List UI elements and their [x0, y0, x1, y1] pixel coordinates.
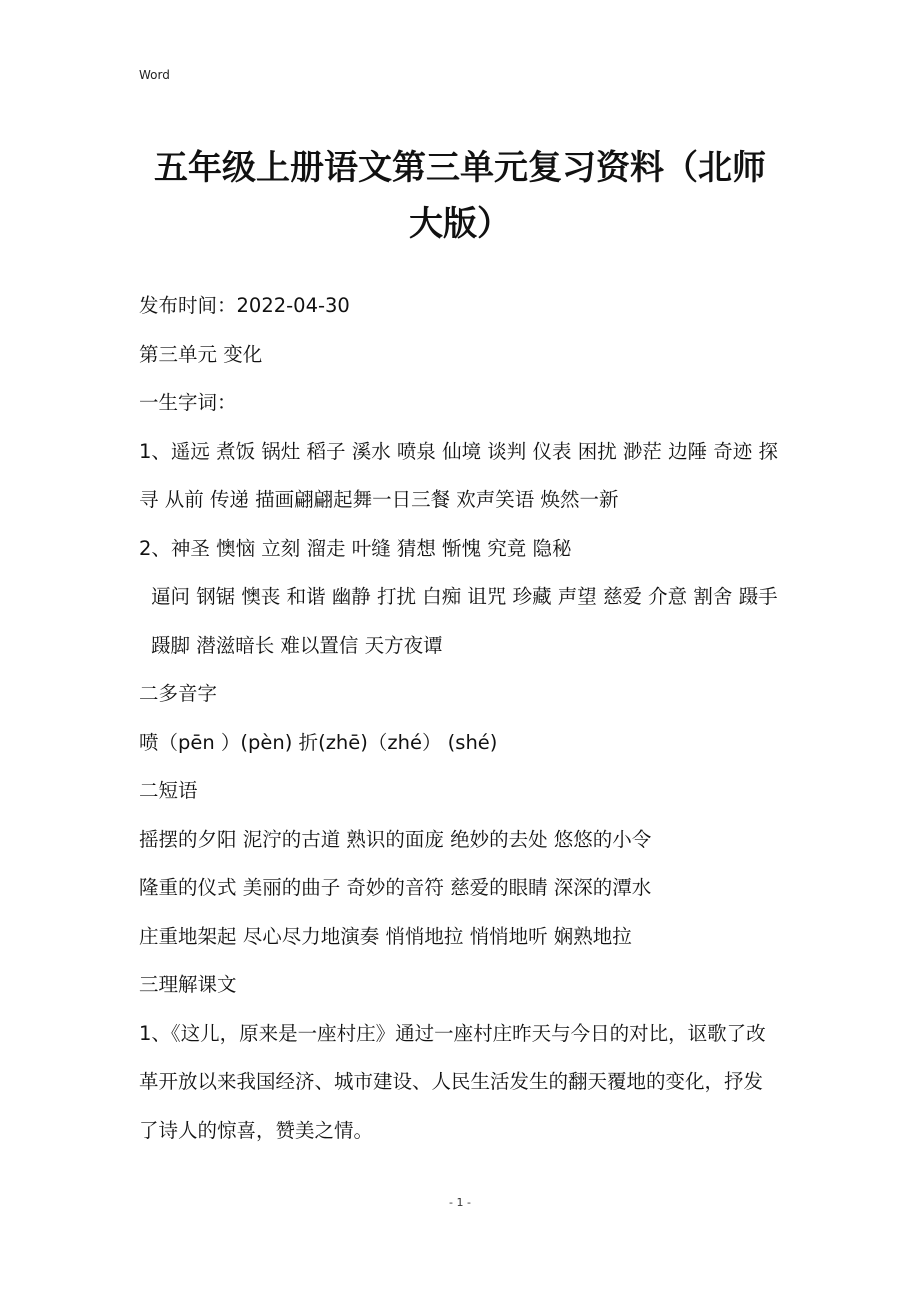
- unit-heading: 第三单元 变化: [139, 342, 263, 366]
- understanding-paragraph-1: 1、《这儿，原来是一座村庄》通过一座村庄昨天与今日的对比，讴歌了改革开放以来我国经济、城市建设、人民生活发生的翻天覆地的变化，抒发了诗人的惊喜，赞美之情。: [139, 1021, 766, 1142]
- phrase-line-2: 隆重的仪式 美丽的曲子 奇妙的音符 慈爱的眼睛 深深的潭水: [139, 876, 652, 899]
- section-heading-phrases: 二短语: [139, 779, 198, 802]
- word-list-1: 1、遥远 煮饭 锅灶 稻子 溪水 喷泉 仙境 谈判 仪表 困扰 渺茫 边陲 奇迹 探寻 从前 传递 描画翩翩起舞一日三餐 欢声笑语 焕然一新: [139, 439, 778, 511]
- page-number: - 1 -: [449, 1196, 471, 1209]
- header-label: Word: [139, 68, 170, 82]
- phrase-line-3: 庄重地架起 尽心尽力地演奏 悄悄地拉 悄悄地听 娴熟地拉: [139, 924, 632, 948]
- publish-date: 发布时间：2022-04-30: [139, 294, 350, 317]
- section-heading-polyphones: 二多音字: [139, 682, 218, 705]
- section-heading-new-words: 一生字词：: [139, 391, 237, 414]
- section-heading-understanding: 三理解课文: [139, 973, 237, 996]
- phrase-line-1: 摇摆的夕阳 泥泞的古道 熟识的面庞 绝妙的去处 悠悠的小令: [139, 827, 652, 851]
- document-body: [139, 282, 781, 1155]
- polyphone-line: 喷（pēn ）(pèn) 折(zhē)（zhé） (shé): [139, 730, 498, 754]
- word-list-2: 2、神圣 懊恼 立刻 溜走 叶缝 猜想 惭愧 究竟 隐秘: [139, 536, 572, 560]
- document-title: 五年级上册语文第三单元复习资料（北师大版）: [154, 148, 766, 244]
- word-list-2-continued: 逼问 钢锯 懊丧 和谐 幽静 打扰 白痴 诅咒 珍藏 声望 慈爱 介意 割舍 蹑手蹑脚 潜滋暗长 难以置信 天方夜谭: [151, 585, 778, 657]
